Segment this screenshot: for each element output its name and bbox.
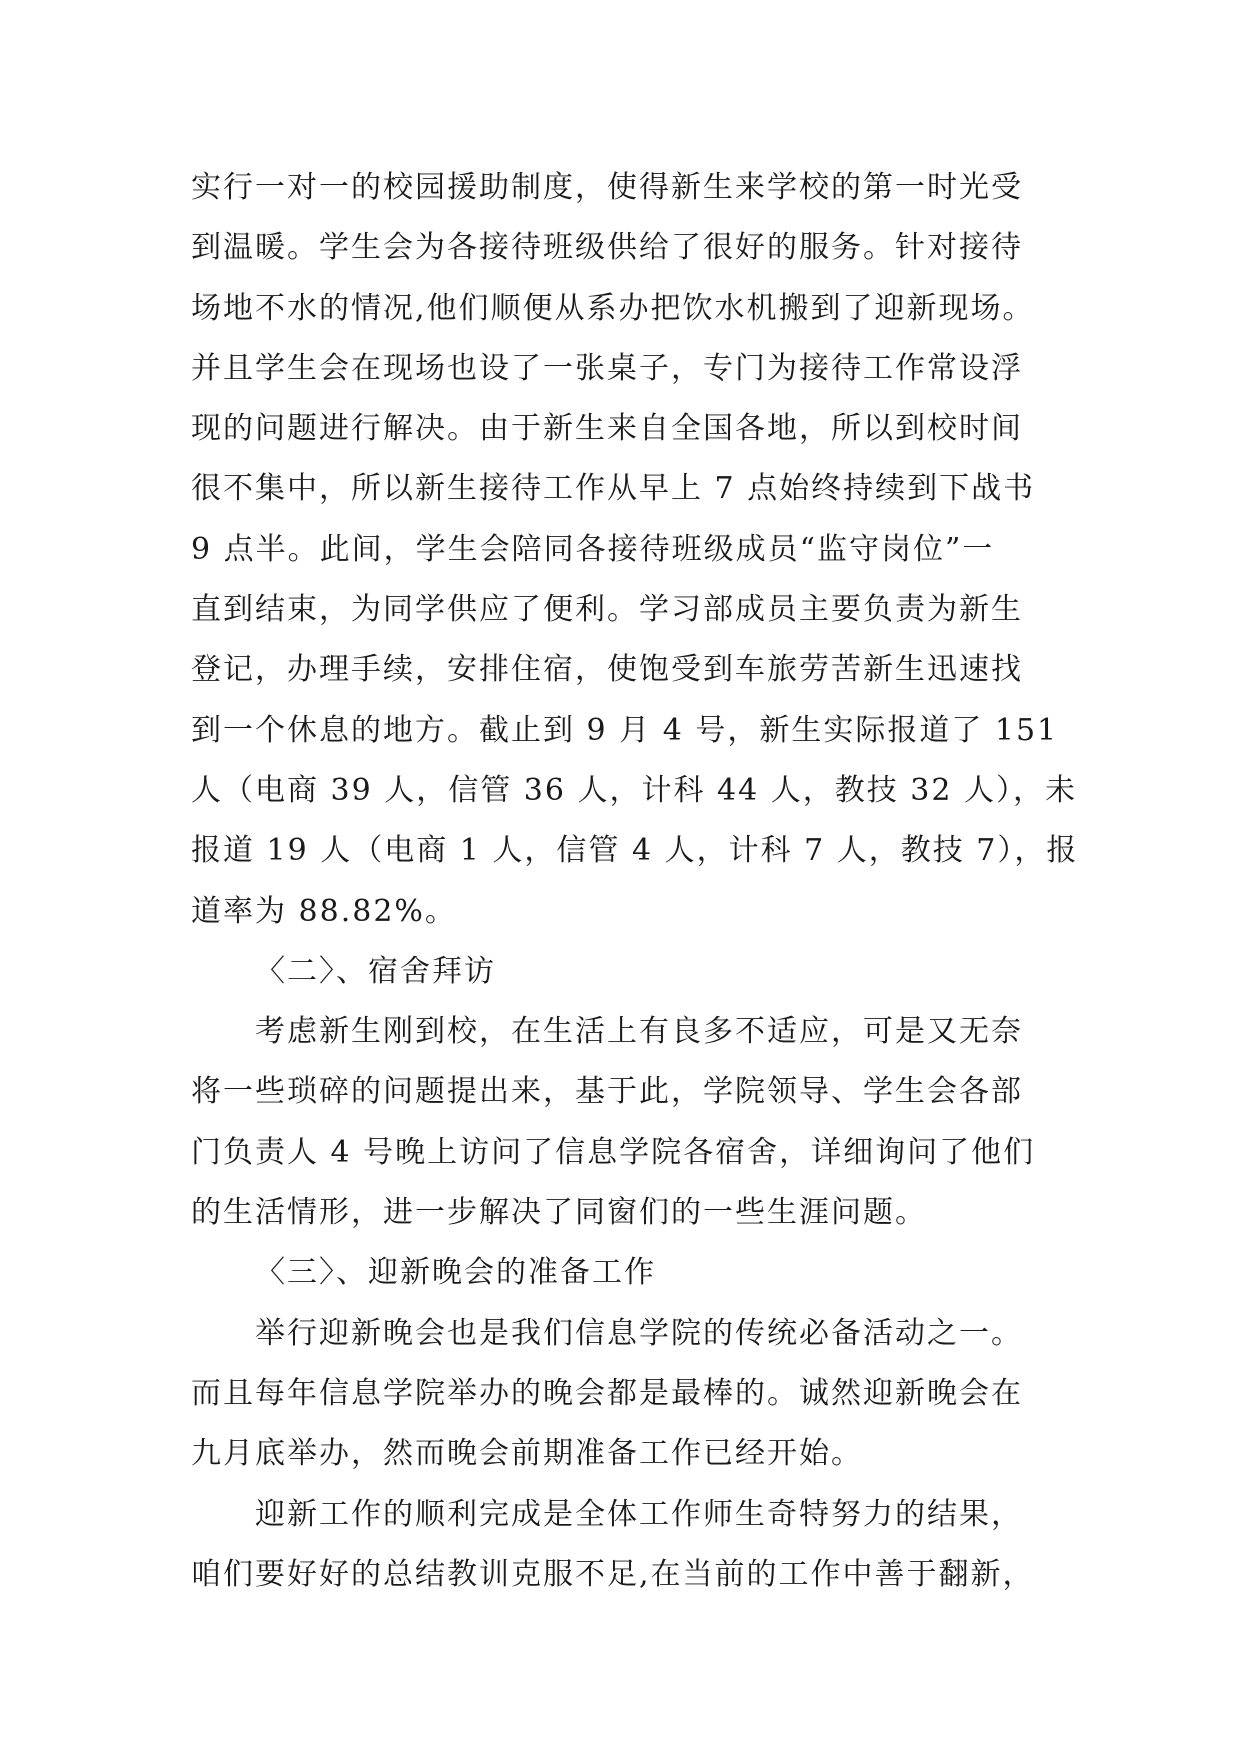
text-line: 道率为 88.82%。 (191, 893, 457, 929)
text-line: 直到结束，为同学供应了便利。学习部成员主要负责为新生 (191, 592, 1023, 628)
text-line: 门负责人 4 号晚上访问了信息学院各宿舍，详细询问了他们 (191, 1134, 1036, 1170)
text-line: 的生活情形，进一步解决了同窗们的一些生涯问题。 (191, 1195, 927, 1231)
text-line: 并且学生会在现场也设了一张桌子，专门为接待工作常设浮 (191, 350, 1023, 386)
text-line: 迎新工作的顺利完成是全体工作师生奇特努力的结果， (255, 1496, 1023, 1532)
body-text (191, 158, 1091, 1605)
text-line: 九月底举办，然而晚会前期准备工作已经开始。 (191, 1436, 863, 1472)
text-line: 场地不水的情况,他们顺便从系办把饮水机搬到了迎新现场。 (191, 290, 1035, 326)
text-line: 而且每年信息学院举办的晚会都是最棒的。诚然迎新晚会在 (191, 1375, 1023, 1411)
text-line: 〈三〉、迎新晚会的准备工作 (255, 1255, 656, 1291)
text-line: 现的问题进行解决。由于新生来自全国各地，所以到校时间 (191, 411, 1023, 447)
text-line: 考虑新生刚到校，在生活上有良多不适应，可是又无奈 (255, 1014, 1023, 1050)
text-line: 到一个休息的地方。截止到 9 月 4 号，新生实际报道了 151 (191, 712, 1059, 748)
text-line: 咱们要好好的总结教训克服不足,在当前的工作中善于翻新， (191, 1556, 1035, 1592)
text-line: 到温暖。学生会为各接待班级供给了很好的服务。针对接待 (191, 230, 1023, 266)
text-line: 将一些琐碎的问题提出来，基于此，学院领导、学生会各部 (191, 1074, 1023, 1110)
text-line: 很不集中，所以新生接待工作从早上 7 点始终持续到下战书 (191, 471, 1036, 507)
text-line: 举行迎新晚会也是我们信息学院的传统必备活动之一。 (255, 1315, 1023, 1351)
text-line: 登记，办理手续，安排住宿，使饱受到车旅劳苦新生迅速找 (191, 652, 1023, 688)
text-line: 〈二〉、宿舍拜访 (255, 953, 496, 989)
text-line: 报道 19 人（电商 1 人，信管 4 人，计科 7 人，教技 7），报 (191, 833, 1079, 869)
text-line: 人（电商 39 人，信管 36 人，计科 44 人，教技 32 人），未 (191, 772, 1077, 808)
text-line: 9 点半。此间，学生会陪同各接待班级成员“监守岗位”一 (191, 531, 995, 567)
text-line: 实行一对一的校园援助制度，使得新生来学校的第一时光受 (191, 170, 1023, 205)
